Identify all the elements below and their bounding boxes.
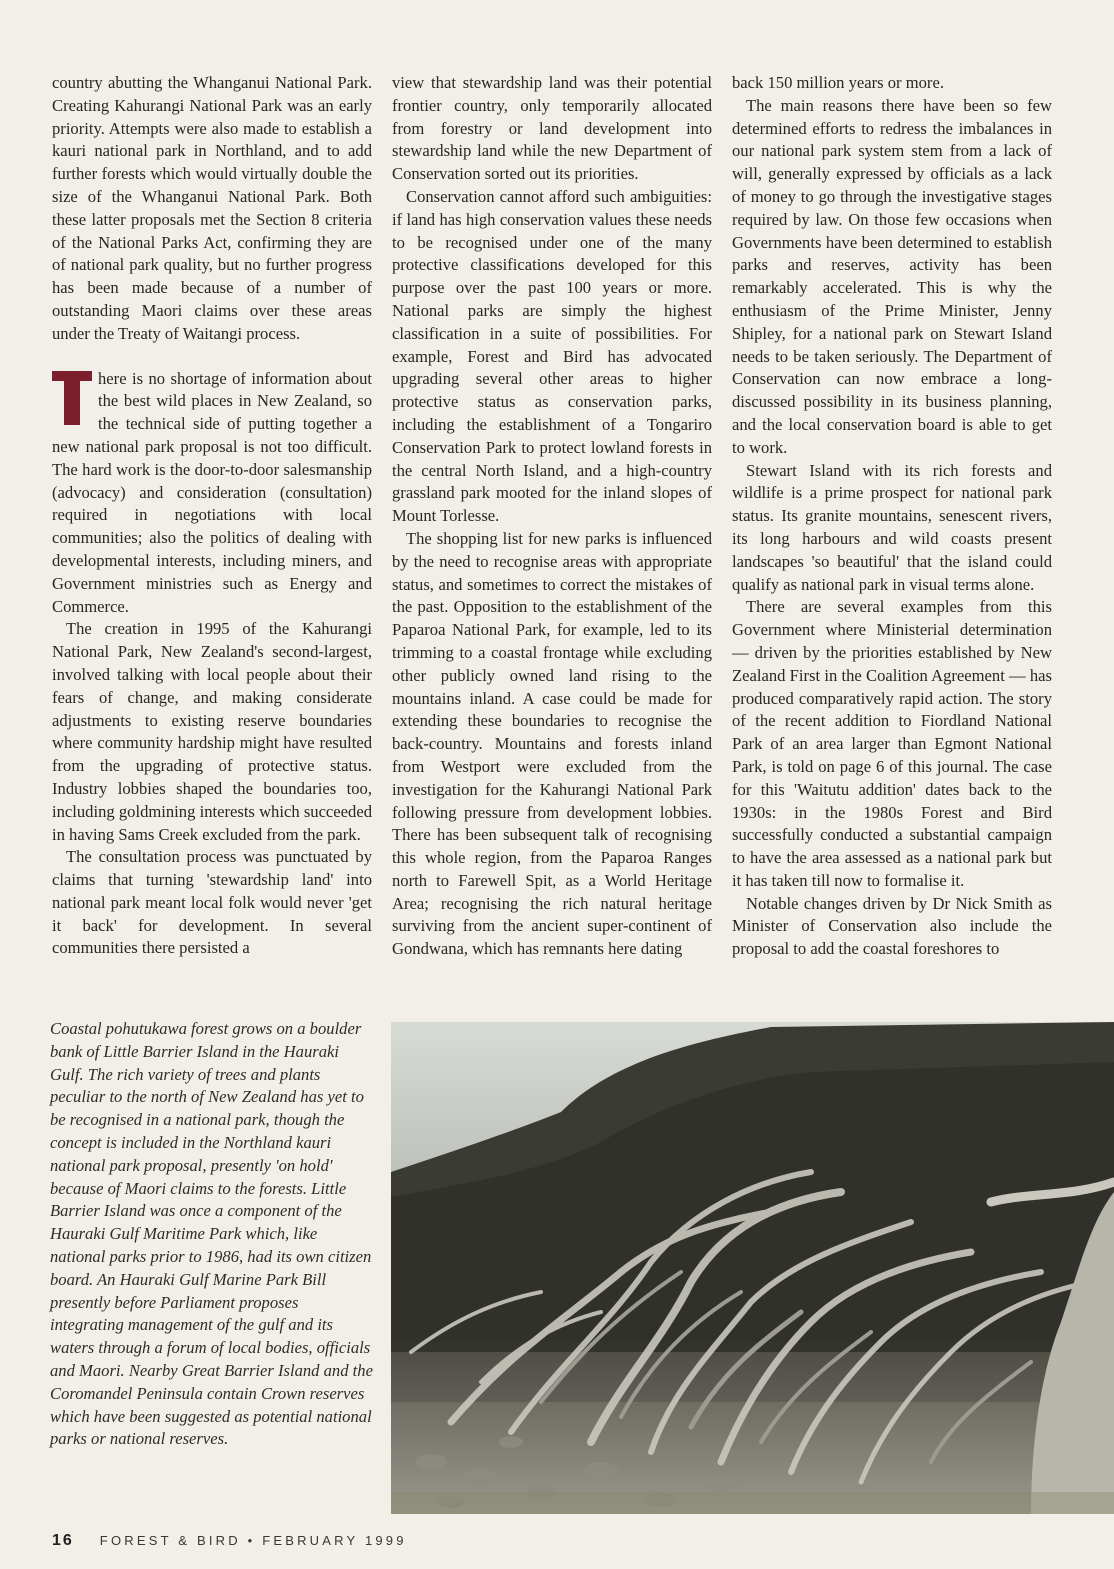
paragraph: The creation in 1995 of the Kahurangi National Park, New Zealand's second-largest, involved talking with local people about their fears of change, and making considerate adjustments to existing reserve boundaries where community hardship might have resulted from the upgrading of protective status. Industry lobbies shaped the boundaries too, including goldmining interests which succeeded in having Sams Creek excluded from the park.: [52, 619, 372, 844]
publication-line: FOREST & BIRD • FEBRUARY 1999: [99, 1533, 407, 1548]
paragraph: Stewart Island with its rich forests and wildlife is a prime prospect for national park status. Its granite mountains, senescent rivers, its long harbours and wild coasts present landscapes 'so beautiful' that the island could qualify as national park in visual terms alone.: [732, 460, 1052, 594]
article-column-3: [732, 72, 1052, 961]
paragraph: Notable changes driven by Dr Nick Smith as Minister of Conservation also include the proposal to add the coastal foreshores to: [732, 893, 1052, 959]
paragraph: The consultation process was punctuated by claims that turning 'stewardship land' into national park meant local folk would never 'get it back' for development. In several communities there persisted a: [52, 847, 372, 958]
page-footer: [52, 1532, 407, 1554]
paragraph: The main reasons there have been so few determined efforts to redress the imbalances in our national park system stem from a lack of will, generally expressed by officials as a lack of money to go through the investigative stages required by law. On those few occasions when Governments have been determined to establish parks and reserves, activity has been remarkably accelerated. This is why the enthusiasm of the Prime Minister, Jenny Shipley, for a national park on Stewart Island needs to be taken seriously. The Department of Conservation can now embrace a long-discussed possibility in its business planning, and the local conservation board is able to get to work.: [732, 95, 1052, 457]
paragraph-dropcap: here is no shortage of information about the best wild places in New Zealand, so the technical side of putting together a new national park proposal is not too difficult. The hard work is the door-to-door salesmanship (advocacy) and consideration (consultation) required in negotiations with local communities; also the politics of dealing with developmental interests, including miners, and Government ministries such as Energy and Commerce.: [52, 368, 372, 616]
paragraph: There are several examples from this Government where Ministerial determination — driven by the priorities established by New Zealand First in the Coalition Agreement — has produced comparatively rapid action. The story of the recent addition to Fiordland National Park of an area larger than Egmont National Park, is told on page 6 of this journal. The case for this 'Waitutu addition' dates back to the 1930s: in the 1980s Forest and Bird successfully conducted a substantial campaign to have the area assessed as a national park but it has taken till now to formalise it.: [732, 597, 1052, 890]
paragraph: view that stewardship land was their potential frontier country, only temporarily allocated from forestry or land development into stewardship land while the new Department of Conservation sorted out its priorities.: [392, 73, 712, 184]
paragraph: The shopping list for new parks is influenced by the need to recognise areas with appropriate status, and sometimes to correct the mistakes of the past. Opposition to the establishment of the Paparoa National Park, for example, led to its trimming to a coastal frontage while excluding other publicly owned land rising to the mountains inland. A case could be made for extending these boundaries to recognise the back-country. Mountains and forests inland from Westport were excluded from the investigation for the Kahurangi National Park following pressure from development lobbies. There has been subsequent talk of recognising this whole region, from the Paparoa Ranges north to Farewell Spit, as a World Heritage Area; recognising the rich natural heritage surviving from the ancient super-continent of Gondwana, which has remnants here dating: [392, 528, 712, 959]
paragraph: country abutting the Whanganui National Park. Creating Kahurangi National Park was an early priority. Attempts were also made to establish a kauri national park in Northland, and to add further forests which would virtually double the size of the Whanganui National Park. Both these latter proposals met the Section 8 criteria of the National Parks Act, confirming they are of national park quality, but no further progress has been made because of a number of outstanding Maori claims over these areas under the Treaty of Waitangi process.: [52, 73, 372, 343]
forest-illustration: [391, 1022, 1114, 1514]
article-column-2: [392, 72, 712, 961]
photo-caption: Coastal pohutukawa forest grows on a boulder bank of Little Barrier Island in the Hauraki Gulf. The rich variety of trees and plants peculiar to the north of New Zealand has yet to be recognised in a national park, though the concept is included in the Northland kauri national park proposal, presently 'on hold' because of Maori claims to the forests. Little Barrier Island was once a component of the Hauraki Gulf Maritime Park which, like national parks prior to 1986, had its own citizen board. An Hauraki Gulf Marine Park Bill presently before Parliament proposes integrating management of the gulf and its waters through a forum of local bodies, officials and Maori. Nearby Great Barrier Island and the Coromandel Peninsula contain Crown reserves which have been suggested as potential national parks or national reserves.: [50, 1019, 373, 1449]
page-number: 16: [52, 1532, 74, 1549]
drop-cap: [52, 371, 92, 425]
paragraph: back 150 million years or more.: [732, 73, 944, 92]
pohutukawa-forest-photo: [391, 1022, 1114, 1514]
article-column-1: [52, 72, 372, 960]
paragraph: Conservation cannot afford such ambiguities: if land has high conservation values these needs to be recognised under one of the many protective classifications developed for this purpose over the past 100 years or more. National parks are simply the highest classification in a suite of possibilities. For example, Forest and Bird has advocated upgrading several other areas to higher protective status as conservation parks, including the establishment of a Tongariro Conservation Park to protect lowland forests in the central North Island, and a high-country grassland park mooted for the inland slopes of Mount Torlesse.: [392, 186, 712, 526]
